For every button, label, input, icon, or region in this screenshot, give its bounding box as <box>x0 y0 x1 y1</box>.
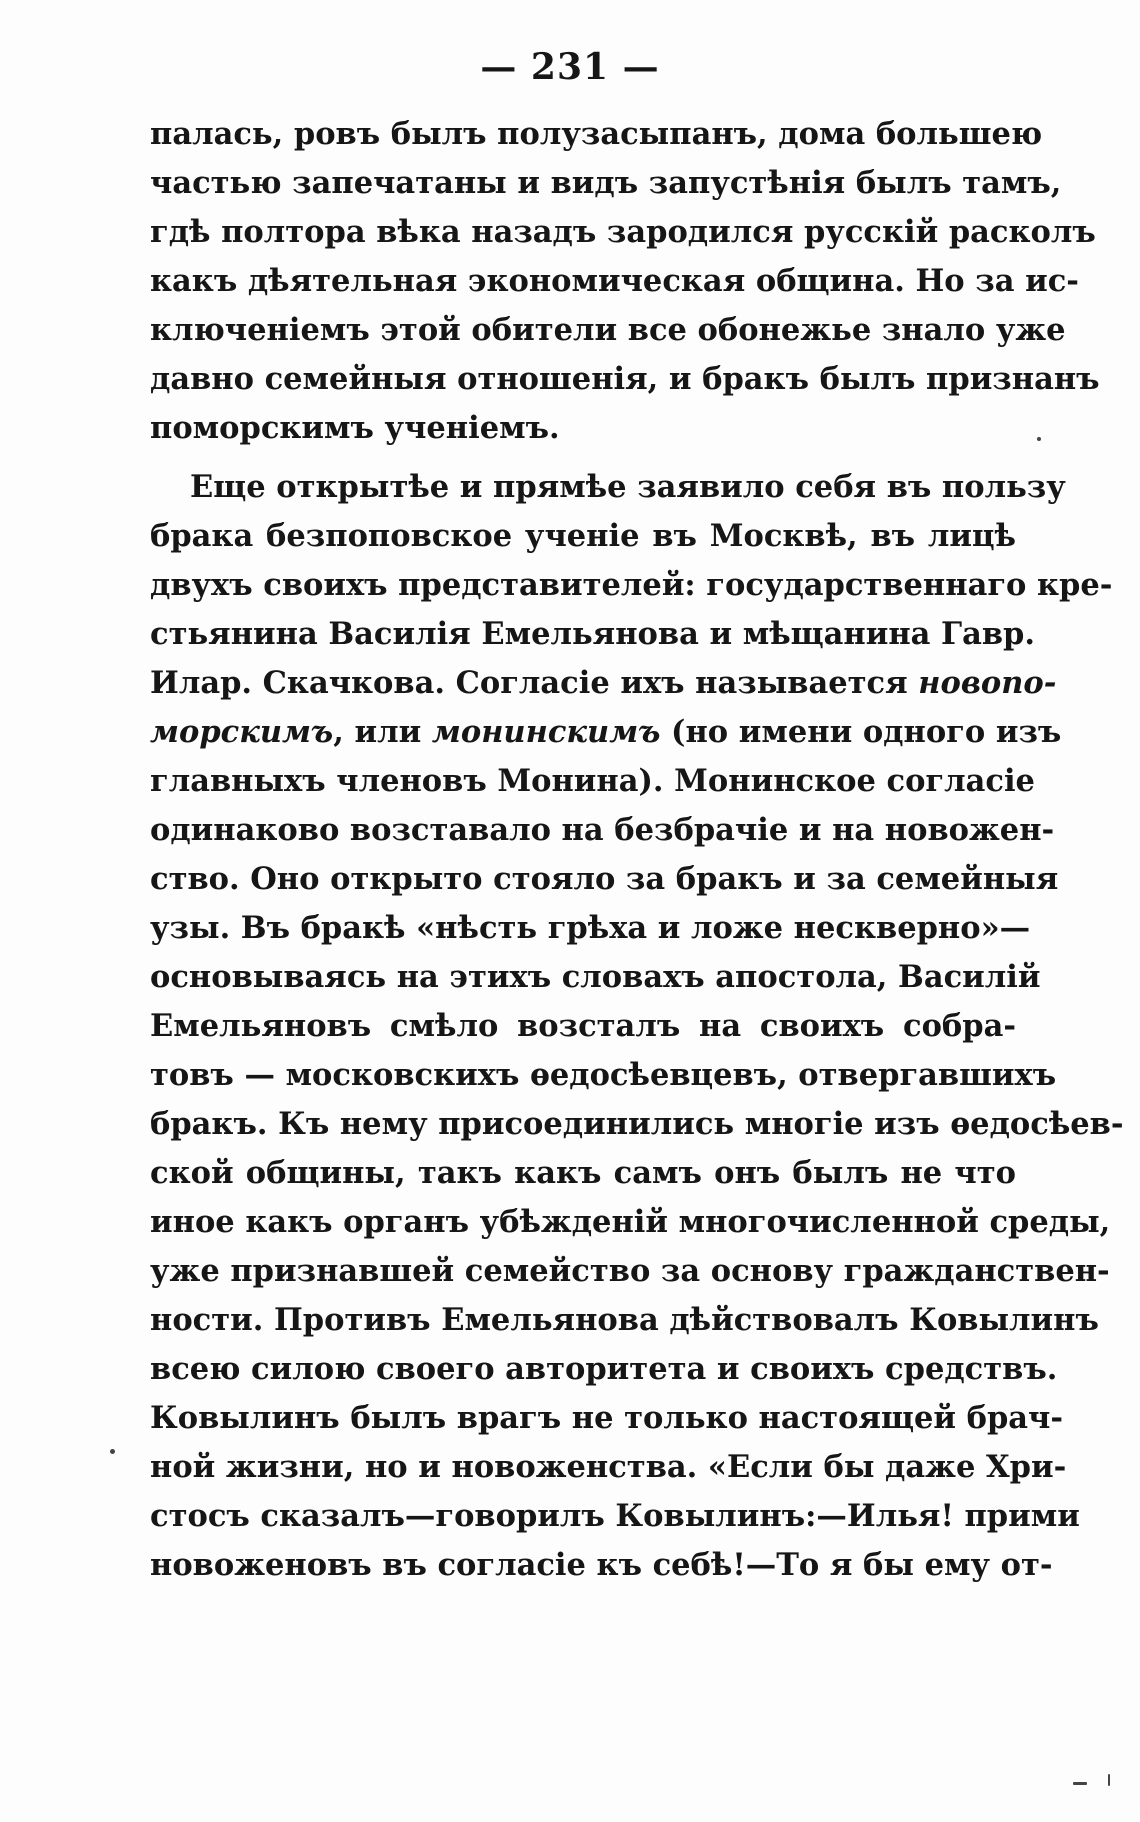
text-line: Ковылинъ былъ врагъ не только настоящей брач- <box>150 1400 1064 1436</box>
italic-term: морскимъ <box>150 714 334 750</box>
text-line: частью запечатаны и видъ запустѣнія былъ тамъ, <box>150 165 1062 201</box>
text-line: брака безпоповское ученіе въ Москвѣ, въ лицѣ <box>150 518 1016 554</box>
text-line: давно семейныя отношенія, и бракъ былъ признанъ <box>150 361 1100 397</box>
text-line: бракъ. Къ нему присоединились многіе изъ ѳедосѣев- <box>150 1106 1124 1142</box>
scan-speck <box>1073 1782 1087 1785</box>
text-line: ской общины, такъ какъ самъ онъ былъ не что <box>150 1155 1016 1191</box>
text-line: ности. Противъ Емельянова дѣйствовалъ Ковылинъ <box>150 1302 1099 1338</box>
text-line: главныхъ членовъ Монина). Монинское согласіе <box>150 763 1035 799</box>
text-line: ной жизни, но и новоженства. «Если бы даже Хри- <box>150 1449 1067 1485</box>
text-line: одинаково возставало на безбрачіе и на новожен- <box>150 812 1055 848</box>
text-line <box>150 659 1057 708</box>
text-line: всею силою своего авторитета и своихъ средствъ. <box>150 1351 1058 1387</box>
text-line: палась, ровъ былъ полузасыпанъ, дома большею <box>150 116 1043 152</box>
text-segment: , или <box>333 714 422 750</box>
text-line: уже признавшей семейство за основу гражданствен- <box>150 1253 1110 1289</box>
page-number: — 231 — <box>480 46 660 88</box>
italic-term: новопо- <box>918 665 1057 701</box>
text-line: двухъ своихъ представителей: государственнаго кре- <box>150 567 1113 603</box>
italic-term: монинскимъ <box>431 714 661 750</box>
text-line: иное какъ органъ убѣжденій многочисленной среды, <box>150 1204 1111 1240</box>
text-line: стосъ сказалъ—говорилъ Ковылинъ:—Илья! прими <box>150 1498 1080 1534</box>
text-line: товъ — московскихъ ѳедосѣевцевъ, отвергавшихъ <box>150 1057 1057 1093</box>
text-line <box>150 708 1062 757</box>
scan-speck <box>1108 1774 1110 1786</box>
text-line: поморскимъ ученіемъ. <box>150 410 560 446</box>
scan-speck <box>1037 437 1041 441</box>
text-line: ключеніемъ этой обители все обонежье знало уже <box>150 312 1066 348</box>
text-line: гдѣ полтора вѣка назадъ зародился русскій расколъ <box>150 214 1096 250</box>
body-text <box>150 110 1124 1590</box>
text-line: узы. Въ бракѣ «нѣсть грѣха и ложе нескверно»— <box>150 910 1031 946</box>
text-line: какъ дѣятельная экономическая община. Но за ис- <box>150 263 1079 299</box>
text-line: основываясь на этихъ словахъ апостола, Василій <box>150 959 1041 995</box>
scan-speck <box>110 1449 115 1454</box>
text-line: ство. Оно открыто стояло за бракъ и за семейныя <box>150 861 1059 897</box>
text-line: новоженовъ въ согласіе къ себѣ!—То я бы ему от- <box>150 1547 1053 1583</box>
text-segment: Илар. Скачкова. Согласіе ихъ называется <box>150 665 908 701</box>
text-line: стьянина Василія Емельянова и мѣщанина Гавр. <box>150 616 1036 652</box>
paragraph <box>150 463 1124 1590</box>
paragraph <box>150 110 1100 453</box>
text-segment: (но имени одного изъ <box>671 714 1062 750</box>
text-line: Еще открытѣе и прямѣе заявило себя въ пользу <box>190 469 1066 505</box>
text-line: Емельяновъ смѣло возсталъ на своихъ собра- <box>150 1008 1016 1044</box>
paragraph-gap <box>150 453 1016 463</box>
